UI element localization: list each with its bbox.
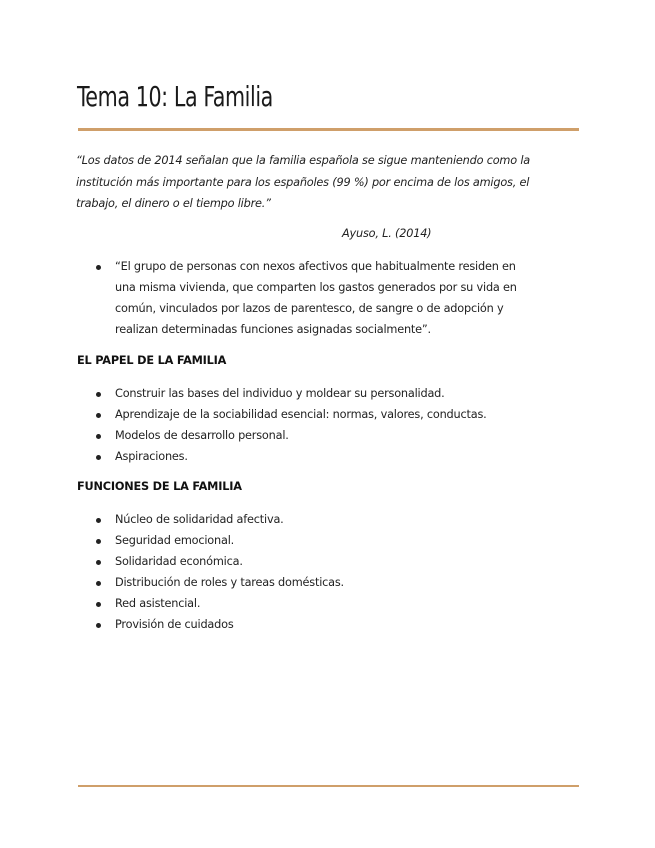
bullet-icon (96, 623, 101, 628)
list-item (96, 593, 556, 614)
funciones-list (96, 509, 556, 635)
list-item-text: Núcleo de solidaridad afectiva. (115, 513, 284, 526)
section-heading-funciones: FUNCIONES DE LA FAMILIA (77, 480, 242, 493)
list-item-text: Distribución de roles y tareas domésticas. (115, 576, 344, 589)
list-item-text: Modelos de desarrollo personal. (115, 429, 289, 442)
bullet-icon (96, 539, 101, 544)
list-item (96, 256, 536, 340)
footer-divider (78, 785, 579, 787)
list-item-text: Seguridad emocional. (115, 534, 235, 547)
bullet-icon (96, 265, 101, 270)
papel-list (96, 383, 556, 467)
section-heading-papel: EL PAPEL DE LA FAMILIA (77, 354, 227, 367)
list-item-text: Construir las bases del individuo y moldear su personalidad. (115, 387, 445, 400)
bullet-icon (96, 518, 101, 523)
bullet-icon (96, 581, 101, 586)
list-item (96, 509, 556, 530)
list-item-text: Provisión de cuidados (115, 618, 234, 631)
list-item (96, 530, 556, 551)
list-item-text: Aspiraciones. (115, 450, 188, 463)
list-item-text: Red asistencial. (115, 597, 201, 610)
page-title: Tema 10: La Familia (77, 80, 273, 113)
list-item (96, 404, 556, 425)
quote-citation: Ayuso, L. (2014) (342, 227, 432, 240)
definition-list (96, 256, 536, 340)
bullet-icon (96, 560, 101, 565)
list-item-text: Aprendizaje de la sociabilidad esencial: normas, valores, conductas. (115, 408, 487, 421)
title-divider (78, 128, 579, 131)
bullet-icon (96, 602, 101, 607)
list-item (96, 572, 556, 593)
list-item (96, 551, 556, 572)
bullet-icon (96, 434, 101, 439)
list-item (96, 383, 556, 404)
definition-text: “El grupo de personas con nexos afectivos que habitualmente residen en una misma vivienda, que comparten los gastos generados por su vida en común, vinculados por lazos de parentesco, de sangre o de adopción y realizan determinadas funciones asignadas socialmente”. (115, 260, 517, 336)
bullet-icon (96, 455, 101, 460)
opening-quote: “Los datos de 2014 señalan que la familia española se sigue manteniendo como la institución más importante para los españoles (99 %) por encima de los amigos, el trabajo, el dinero o el tiempo libre.” (76, 154, 531, 210)
list-item (96, 446, 556, 467)
bullet-icon (96, 392, 101, 397)
list-item-text: Solidaridad económica. (115, 555, 243, 568)
bullet-icon (96, 413, 101, 418)
list-item (96, 614, 556, 635)
list-item (96, 425, 556, 446)
